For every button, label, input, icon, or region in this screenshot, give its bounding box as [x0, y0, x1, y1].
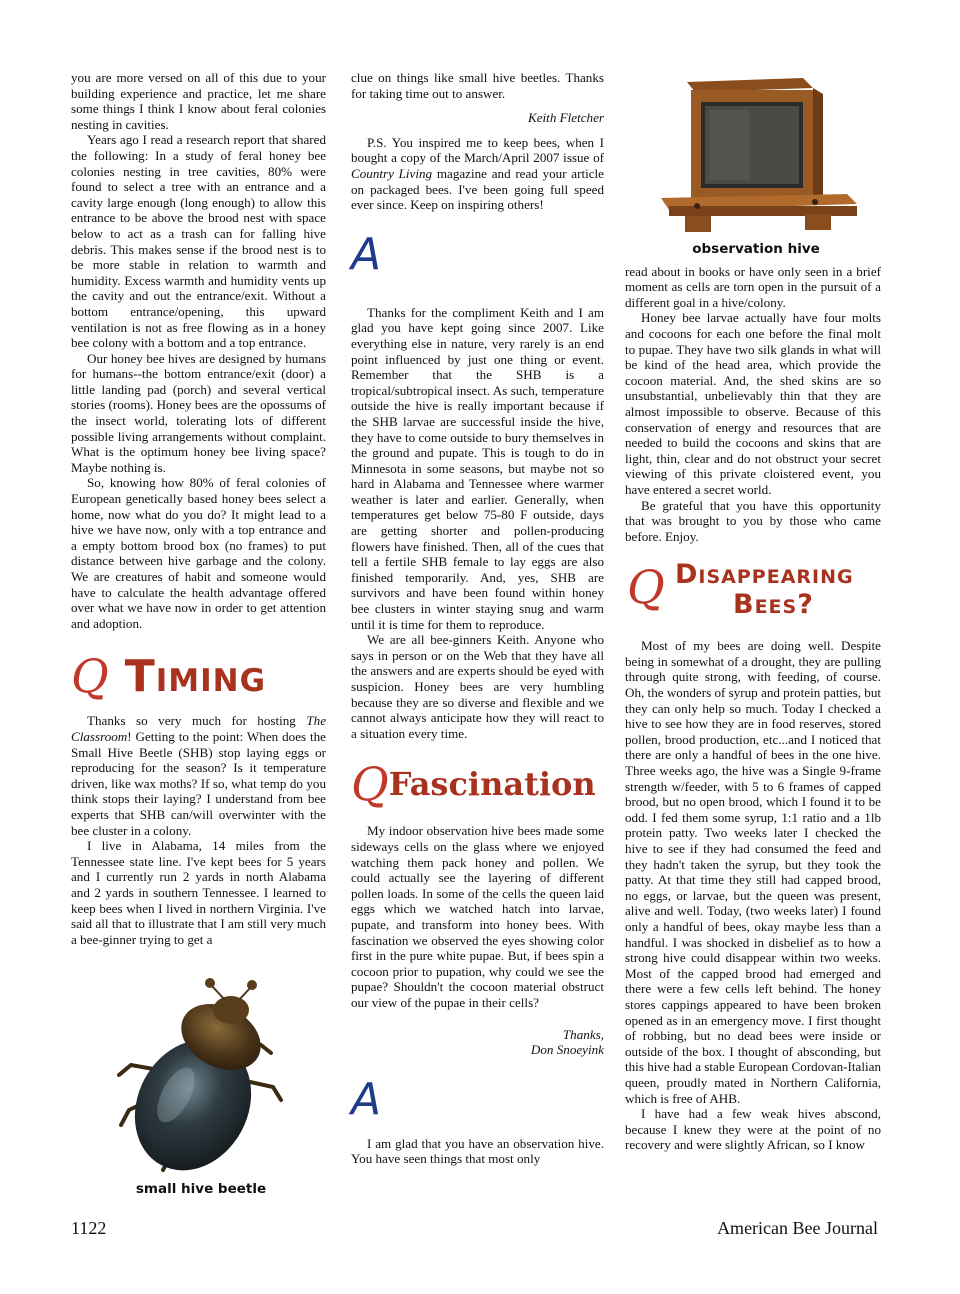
paragraph: you are more versed on all of this due to your building experience and practice, let me share some things I think I know about feral colonies nesting in cavities.: [71, 70, 326, 132]
paragraph: Be grateful that you have this opportunity that was brought to you by those who came before. Enjoy.: [625, 497, 881, 544]
journal-name: American Bee Journal: [717, 1218, 878, 1238]
answer-icon: A: [351, 1073, 382, 1125]
answer-icon: A: [351, 228, 382, 280]
paragraph: Honey bee larvae actually have four molts and cocoons for each one before the final molt to pupae. They have two silk glands in what will be kind of the head area, which provide the cocoon material. And, the shed skins are so unsubstantial, unbelievably thin that they are almost impossible to observe. Because of this conservation of energy and resources that are needed to build the cocoons and skins that are light, thin, clear and do not obstruct your secret viewing of this private cloistered event, you have entered a secret world.: [625, 310, 881, 497]
signature: Don Snoeyink: [530, 1042, 604, 1058]
question-icon: Q: [351, 757, 389, 812]
column-3: [625, 70, 881, 1153]
paragraph: Most of my bees are doing well. Despite being in somewhat of a drought, they are pulling through quite strong, with feeding, of course. Oh, the wonders of syrup and protein patties, but they can only help so much. Today I checked a hive to see how they are in food reserves, stored pollen, brood production, etc...and I noticed that there are only a handful of bees in the one hive. Three weeks ago, the hive was a Single 9-frame strength w/feeder, with 5 to 6 frames of capped brood, but no open brood, which I found it to be odd. I fed them some syrup, 1:1 ratio and a 1lb protein patty. Two weeks later I checked the hive to see if they had consumed the feed and they hadn't taken the syrup, but they took the patty. At that time they still had capped brood, no eggs, or larvae, but the queen was present, alive and well. Today, (two weeks later) I found only a handful of bees, okay maybe less than a handful. I was shocked in disbelief as to how a strong hive could disappear within two weeks. Most of the capped brood had emerged and there were a few cells left behind. The honey stores cappings appeared to have been broken opened as in an emergency move. I first thought of robbing, but no dead bees were inside or outside of the box. I thought of absconding, but this hive had a stable European Cordovan-Italian queen, proudly mated in Northern California, which is free of AHB.: [625, 638, 882, 1106]
section-title-line-1: Disappearing: [675, 559, 854, 591]
paragraph: P.S. You inspired me to keep bees, when I bought a copy of the March/April 2007 issue of Country Living magazine and read your article on packaged bees. I've been going full speed ever since. Keep on inspiring others!: [351, 134, 604, 213]
section-title: Timing: [124, 650, 267, 702]
image-caption: observation hive: [692, 241, 820, 257]
paragraph: Thanks for the compliment Keith and I am glad you have kept going since 2007. Like everything else in nature, very rarely is an end point influenced by just one thing or event. Remember that the SHB is a tropical/subtropical insect. As such, temperature outside the hive is really important because if the SHB larvae are successful inside the hive, they have to come outside to bury themselves in the ground and pupate. This is tough to do in Minnesota in some seasons, but maybe not so hard in Alabama and Tennessee where warmer weather is later and earlier. Generally, when temperatures get below 75-80 F outside, days are getting shorter and pollen-producing flowers have finished. Then, all of the cues that tell a fertile SHB female to lay eggs are also finished temporarily. And, yes, SHB are survivors and have been found within honey bee clusters in winter staying snug and warm until it is time for them to reproduce.: [351, 304, 604, 632]
paragraph: I have had a few weak hives abscond, because I knew they were at the point of no recovery and were slightly African, so I know: [625, 1106, 881, 1153]
paragraph: clue on things like small hive beetles. Thanks for taking time out to answer.: [351, 70, 604, 101]
section-title-line-2: Bees?: [733, 589, 814, 621]
paragraph: read about in books or have only seen in a brief moment as cells are torn open in the pursuit of a different goal in a hive/colony.: [625, 263, 881, 310]
page-number: 1122: [71, 1218, 107, 1238]
paragraph: Years ago I read a research report that shared the following: In a study of feral honey bee colonies nesting in tree cavities, 80% were found to select a tree with an entrance and a cavity large enough (long enough) to allow this entrance to be above the brood nest with space below to act as a trash can for falling hive debris. This makes sense if the brood nest is to be more stable in relation to warmth and humidity. Excess warmth and humidity vents up the cavity and out the entrance/exit. Without a bottom entrance/opening, this upward ventilation is not as free flowing as in a honey bee colony with a bottom and a top entrance.: [71, 132, 326, 351]
paragraph: Our honey bee hives are designed by humans for humans--the bottom entrance/exit (door) a little landing pad (porch) and several vertical stories (rooms). Honey bees are the opossums of the insect world, tolerating lots of different possible living arrangements without complaint. What is the optimum honey bee living space? Maybe nothing is.: [71, 350, 326, 475]
paragraph: So, knowing how 80% of feral colonies of European genetically based honey bees select a home, now what do you do? It might lead to a hive we have now, only with a top entrance and a empty bottom brood box (no frames) to put distance between hive garbage and the colony. We are creatures of habit and someone would have to calculate the health advantage offered over what we have now in order to get attention and adoption.: [71, 475, 326, 631]
small-hive-beetle-image: [101, 975, 291, 1180]
section-heading-disappearing-bees: [625, 560, 881, 622]
section-heading-timing: [71, 649, 326, 704]
image-caption: small hive beetle: [135, 1181, 267, 1197]
signature: Thanks,: [562, 1026, 604, 1042]
column-2: [351, 70, 604, 1167]
column-1: [71, 70, 326, 1197]
paragraph: I am glad that you have an observation hive. You have seen things that most only: [351, 1135, 604, 1167]
question-icon: Q: [627, 560, 665, 615]
signature: Keith Fletcher: [528, 110, 604, 126]
question-icon: Q: [71, 649, 109, 704]
observation-hive-image: [625, 70, 881, 238]
section-title: Fascination: [388, 764, 596, 803]
paragraph: I live in Alabama, 14 miles from the Tennessee state line. I've kept bees for 5 years and I currently run 2 yards in north Alabama and 2 yards in southern Tennessee. I learned to keep bees when I lived in northern Virginia. I've said all that to illustrate that I am still very much a bee-ginner trying to get a: [71, 838, 326, 947]
paragraph: My indoor observation hive bees made some sideways cells on the glass where we enjoyed watching them pack honey and pollen. We could actually see the layering of different pollen loads. In some of the cells the queen laid eggs which we watched hatch into larvae, pupate, and transform into honey bees. With fascination we observed the eyes showing color first in the pure white pupae. But, if bees spin a cocoon prior to pupation, why could we see the pupae? Shouldn't the cocoon material obstruct our view of the pupae in their cells?: [351, 823, 604, 1010]
section-heading-fascination: [351, 757, 604, 812]
paragraph: We are all bee-ginners Keith. Anyone who says in person or on the Web that they have all the answers and are experts should be eyed with suspicion. Honey bees are very humbling because they are so diverse and flexible and we cannot always anticipate how they will react to a situation every time.: [351, 632, 604, 741]
paragraph: Thanks so very much for hosting The Classroom! Getting to the point: When does the Small Hive Beetle (SHB) stop laying eggs or reproducing for the season? Is it temperature driven, like wax moths? If so, what temp do you think stops their laying? I understand from bee experts that SHB can/will overwinter with the bee cluster in a colony.: [71, 713, 326, 838]
